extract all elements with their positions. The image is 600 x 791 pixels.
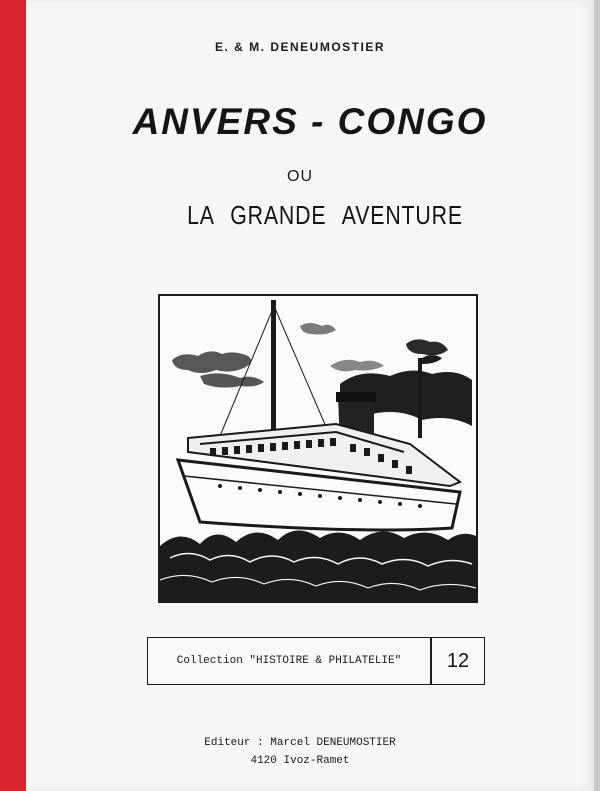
- authors-line: E. & M. DENEUMOSTIER: [214, 40, 385, 54]
- ship-drawing-icon: [160, 296, 476, 601]
- volume-number: 12: [446, 650, 470, 672]
- ship-illustration: [158, 294, 478, 603]
- red-spine-band: [0, 0, 26, 791]
- collection-label: Collection "HISTOIRE & PHILATELIE": [176, 655, 402, 667]
- subtitle: LA GRANDE AVENTURE: [187, 200, 463, 230]
- main-title: ANVERS - CONGO: [132, 101, 488, 142]
- collection-box: [147, 637, 485, 685]
- title-conjunction: OU: [287, 168, 313, 185]
- publisher-line: Editeur : Marcel DENEUMOSTIER: [204, 737, 396, 749]
- publisher-address: 4120 Ivoz-Ramet: [250, 755, 350, 767]
